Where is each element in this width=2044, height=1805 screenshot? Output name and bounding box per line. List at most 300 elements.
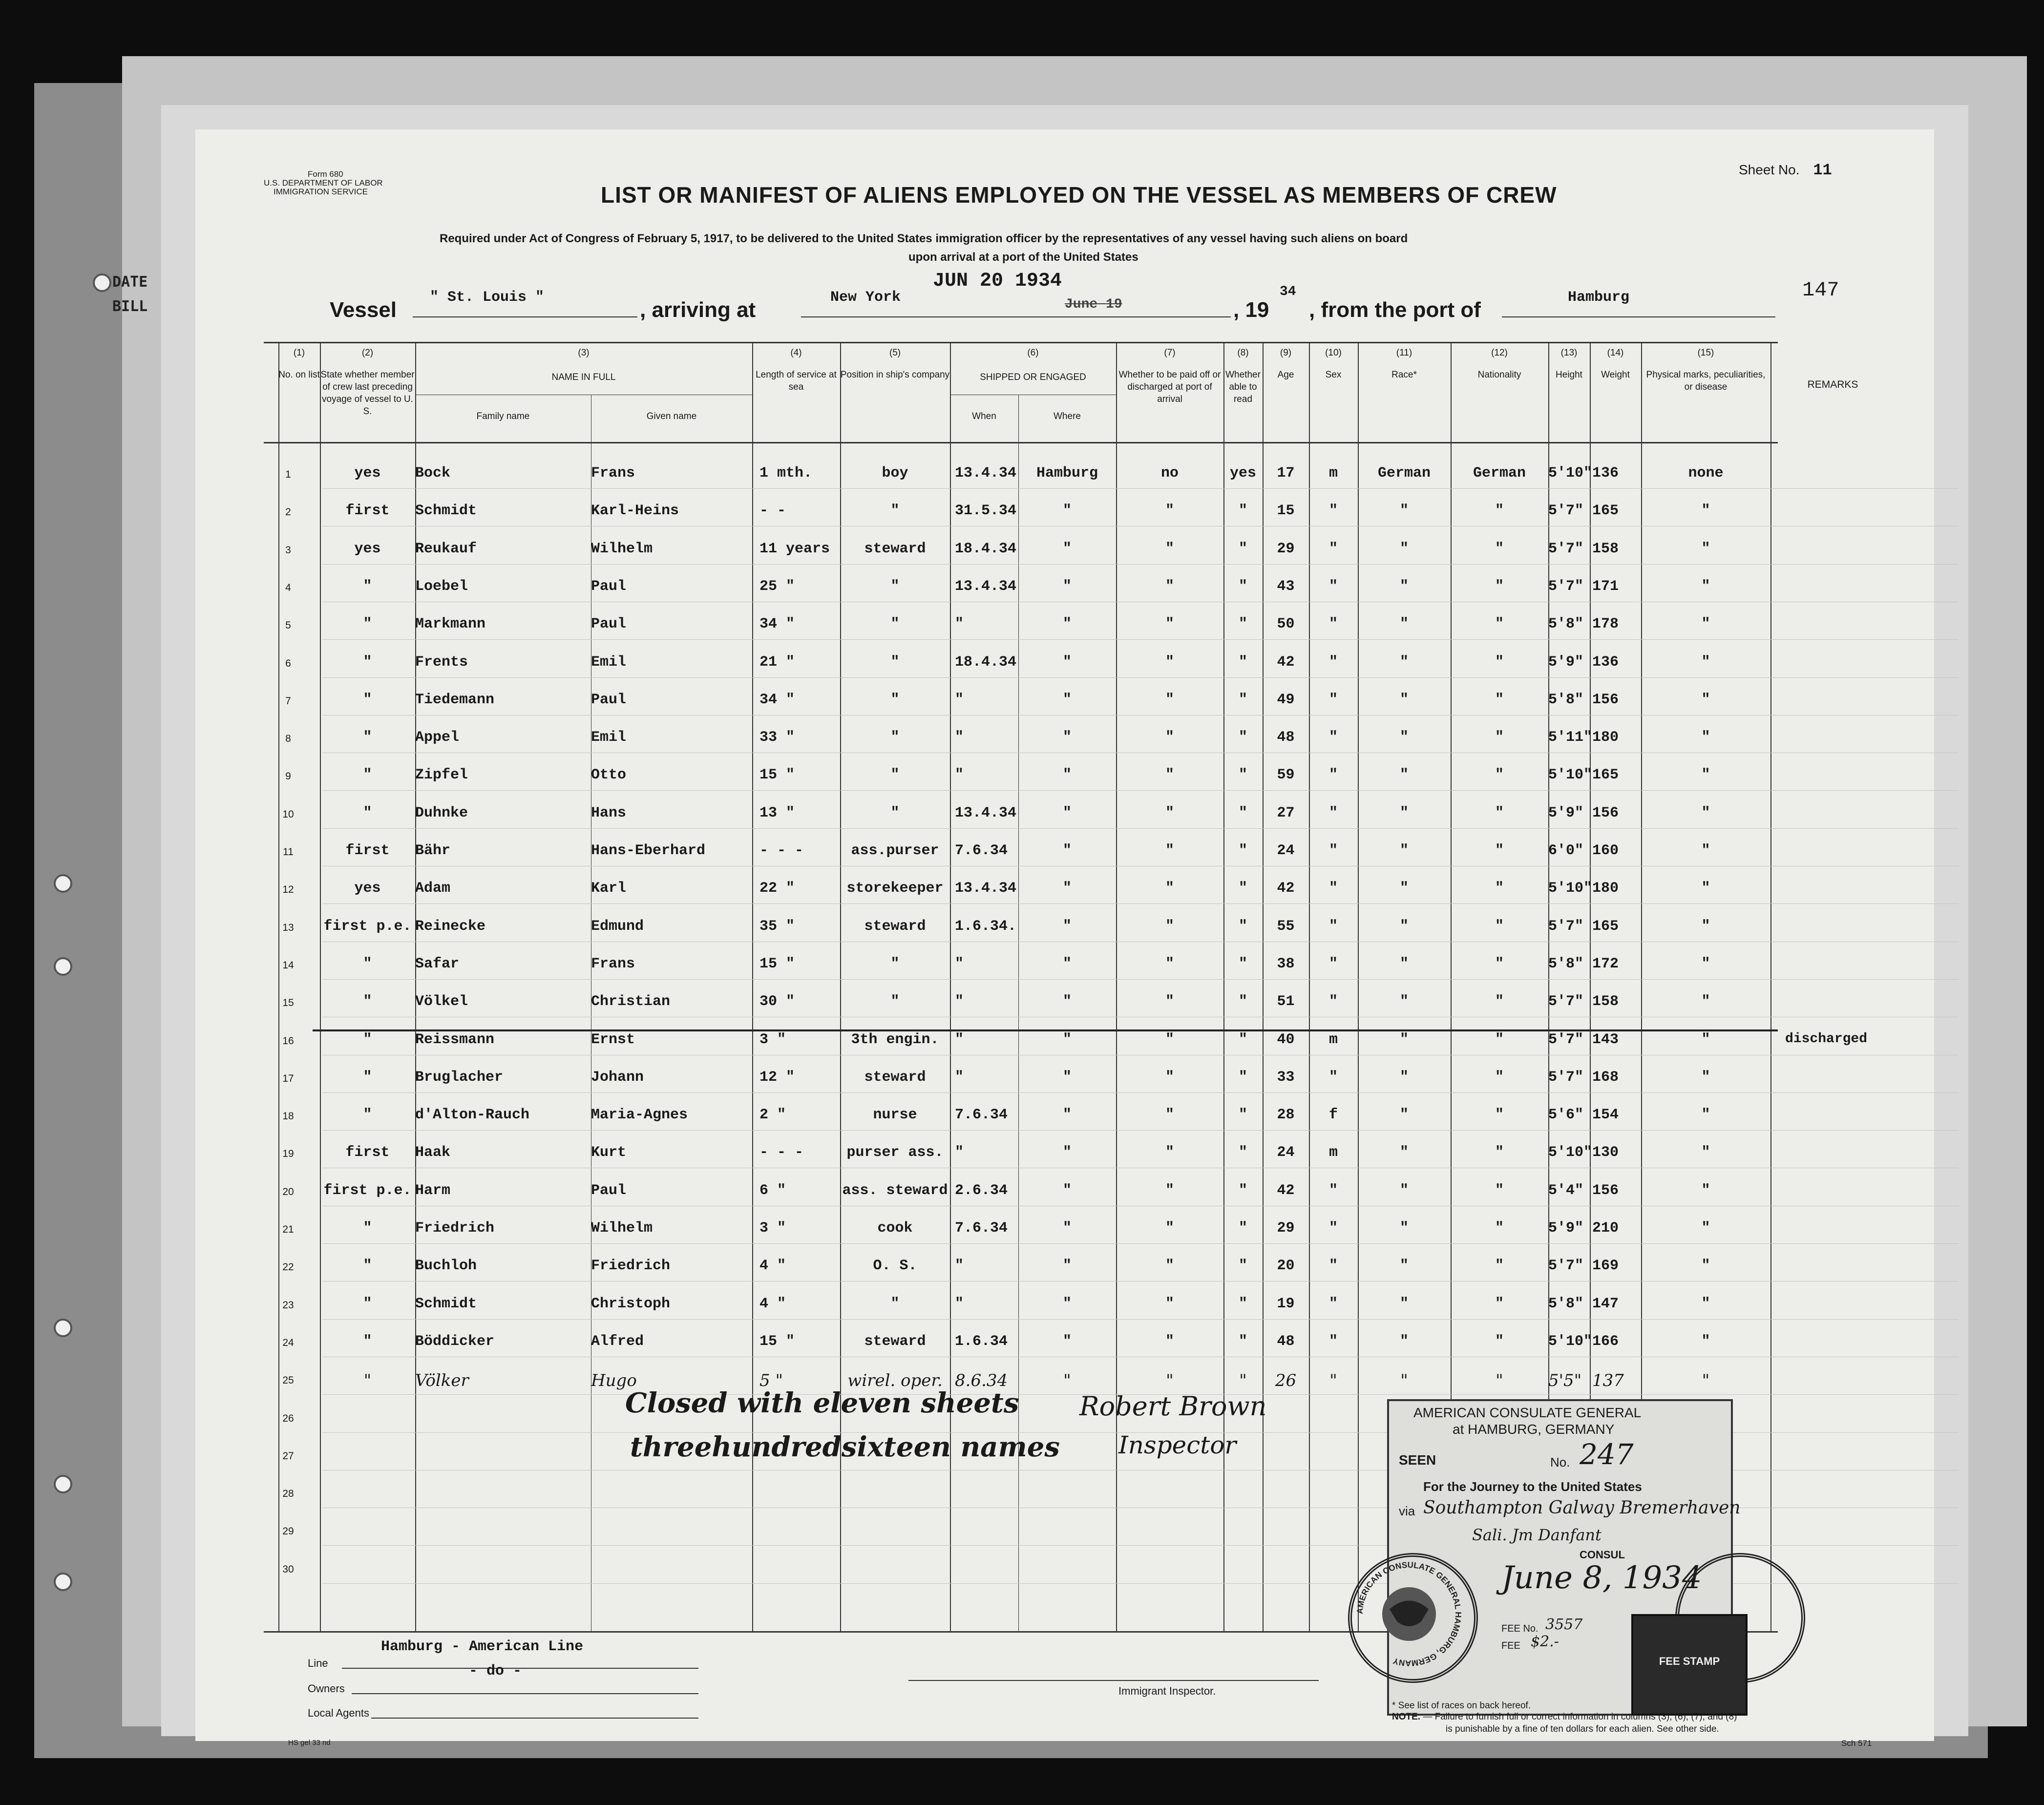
fill-line <box>801 316 1231 317</box>
given-name: Emil <box>591 653 627 671</box>
weight: 172 <box>1592 955 1619 972</box>
row-number: 9 <box>285 771 291 782</box>
height: 5'10" <box>1548 880 1593 897</box>
shipped-when: 7.6.34 <box>955 1107 1008 1124</box>
shipped-when: 31.5.34 <box>955 503 1017 520</box>
position: " <box>890 616 900 633</box>
row-number: 17 <box>282 1072 294 1084</box>
shipped-where: " <box>1062 653 1072 671</box>
row-number: 5 <box>285 620 291 631</box>
stamp-via-label: via <box>1399 1504 1415 1518</box>
member-status: " <box>363 729 372 746</box>
received-date-stamp: JUN 20 1934 <box>933 270 1062 292</box>
position: " <box>890 1295 900 1312</box>
struck-date: June 19 <box>1065 297 1122 312</box>
height: 5'7" <box>1548 578 1584 595</box>
shipped-when: 13.4.34 <box>955 578 1017 595</box>
nationality: " <box>1496 1371 1503 1391</box>
family-name: Zipfel <box>415 767 468 784</box>
strike-through-row-16 <box>313 1029 1778 1031</box>
stamp-seen-label: SEEN <box>1399 1452 1436 1468</box>
sex: " <box>1328 729 1338 746</box>
weight: 178 <box>1592 616 1619 633</box>
shipped-where: " <box>1062 578 1072 595</box>
row-number: 20 <box>282 1186 294 1197</box>
row-number: 15 <box>282 997 294 1009</box>
column-number: (11) <box>1396 348 1412 358</box>
paid-off: " <box>1165 1220 1174 1237</box>
sex: " <box>1328 578 1338 595</box>
paid-off: " <box>1165 578 1174 595</box>
shipped-when: " <box>955 616 964 633</box>
service-length: - - - <box>759 842 804 859</box>
schedule-number: Sch 571 <box>1841 1739 1872 1748</box>
year-value: 34 <box>1280 284 1296 299</box>
row-number: 18 <box>282 1111 294 1122</box>
age: 51 <box>1277 993 1295 1010</box>
table-top-border <box>264 342 1778 343</box>
height: 5'7" <box>1548 1069 1584 1086</box>
position: " <box>890 578 900 595</box>
race: " <box>1399 578 1409 595</box>
shipped-where: " <box>1062 1031 1072 1048</box>
row-number: 30 <box>282 1563 294 1575</box>
fill-line <box>371 1718 698 1719</box>
row-number: 8 <box>285 733 291 745</box>
race: " <box>1399 503 1409 520</box>
stamp-no-value: 247 <box>1580 1438 1634 1471</box>
given-name: Alfred <box>591 1333 644 1350</box>
race: " <box>1399 1220 1409 1237</box>
physical-marks: " <box>1701 1069 1710 1086</box>
race: " <box>1399 1031 1409 1048</box>
shipped-where: " <box>1062 1258 1072 1275</box>
service-length: 35 " <box>759 918 795 935</box>
height: 5'7" <box>1548 540 1584 557</box>
sex: " <box>1328 767 1338 784</box>
column-subheader: Where <box>1054 411 1081 421</box>
given-name: Edmund <box>591 918 644 935</box>
service-length: 25 " <box>759 578 795 595</box>
sex: " <box>1328 1220 1338 1237</box>
penalty-note-2: is punishable by a fine of ten dollars for each alien. See other side. <box>1446 1724 1719 1734</box>
shipped-where: Hamburg <box>1036 465 1098 482</box>
column-divider <box>1358 342 1359 1631</box>
stamp-journey: For the Journey to the United States <box>1423 1479 1642 1494</box>
shipped-where: " <box>1062 1295 1072 1312</box>
member-status: yes <box>354 465 381 482</box>
paid-off: " <box>1165 1069 1174 1086</box>
age: 50 <box>1277 616 1295 633</box>
sex: " <box>1328 1295 1338 1312</box>
column-subheader: Family name <box>476 411 530 421</box>
shipped-when: " <box>955 1069 964 1086</box>
given-name: Christoph <box>591 1295 671 1312</box>
service-length: 6 " <box>759 1182 786 1199</box>
height: 5'8" <box>1548 616 1584 633</box>
physical-marks: " <box>1701 955 1710 972</box>
stamp-date: June 8, 1934 <box>1501 1560 1702 1596</box>
remarks: discharged <box>1785 1031 1868 1047</box>
able-to-read: " <box>1238 880 1247 897</box>
position: steward <box>864 1333 926 1350</box>
binder-hole <box>54 1319 72 1337</box>
fill-line <box>352 1693 698 1694</box>
sheet-value: 11 <box>1813 161 1832 179</box>
height: 5'10" <box>1548 767 1593 784</box>
column-header: REMARKS <box>1807 379 1858 390</box>
column-divider <box>1309 342 1310 1631</box>
given-name: Karl <box>591 880 627 897</box>
race: " <box>1399 1295 1409 1312</box>
column-number: (9) <box>1280 348 1292 358</box>
physical-marks: " <box>1701 880 1710 897</box>
family-name: Buchloh <box>415 1258 477 1275</box>
given-name: Christian <box>591 993 671 1010</box>
weight: 137 <box>1592 1371 1624 1391</box>
paid-off: " <box>1165 691 1174 708</box>
paid-off: " <box>1165 918 1174 935</box>
row-rule <box>322 639 1959 640</box>
height: 5'10" <box>1548 465 1593 482</box>
physical-marks: " <box>1701 503 1710 520</box>
member-status: " <box>363 1069 372 1086</box>
row-number: 3 <box>285 544 291 556</box>
sex: " <box>1328 1258 1338 1275</box>
owners-label: Owners <box>308 1682 345 1695</box>
race: " <box>1399 540 1409 557</box>
race: " <box>1399 842 1409 859</box>
position: steward <box>864 1069 926 1086</box>
family-name: Loebel <box>415 578 468 595</box>
print-code: HS gel 33 nd <box>288 1739 331 1747</box>
family-name: Harm <box>415 1182 451 1199</box>
age: 43 <box>1277 578 1295 595</box>
year-label: , 19 <box>1233 298 1269 322</box>
given-name: Johann <box>591 1069 644 1086</box>
column-number: (14) <box>1607 348 1624 358</box>
inspector-signature: Robert Brown <box>1079 1391 1267 1422</box>
able-to-read: " <box>1238 842 1247 859</box>
shipped-where: " <box>1062 804 1072 821</box>
paid-off: " <box>1165 653 1174 671</box>
binder-hole <box>54 874 72 893</box>
given-name: Wilhelm <box>591 1220 653 1237</box>
race: German <box>1377 465 1431 482</box>
shipped-where: " <box>1062 993 1072 1010</box>
nationality: " <box>1495 842 1504 859</box>
member-status: " <box>363 1333 372 1350</box>
row-number: 29 <box>282 1526 294 1537</box>
member-status: yes <box>354 540 381 557</box>
weight: 158 <box>1592 540 1619 557</box>
nationality: " <box>1495 1258 1504 1275</box>
sex: m <box>1328 1144 1338 1161</box>
consulate-seal <box>1348 1553 1478 1683</box>
given-name: Paul <box>591 1182 627 1199</box>
age: 17 <box>1277 465 1295 482</box>
position: storekeeper <box>846 880 944 897</box>
height: 5'10" <box>1548 1144 1593 1161</box>
paid-off: no <box>1160 465 1179 482</box>
sex: " <box>1328 1182 1338 1199</box>
local-agents-label: Local Agents <box>308 1707 369 1719</box>
weight: 130 <box>1592 1144 1619 1161</box>
member-status: first <box>345 1144 390 1161</box>
member-status: " <box>363 1295 372 1312</box>
physical-marks: " <box>1701 842 1710 859</box>
sex: " <box>1328 918 1338 935</box>
paid-off: " <box>1165 1295 1174 1312</box>
service-length: 21 " <box>759 653 795 671</box>
paid-off: " <box>1165 993 1174 1010</box>
race: " <box>1399 729 1409 746</box>
sex: " <box>1328 503 1338 520</box>
able-to-read: " <box>1238 578 1247 595</box>
given-name: Wilhelm <box>591 540 653 557</box>
paid-off: " <box>1165 767 1174 784</box>
physical-marks: " <box>1701 653 1710 671</box>
height: 5'7" <box>1548 918 1584 935</box>
given-name: Kurt <box>591 1144 627 1161</box>
able-to-read: " <box>1238 540 1247 557</box>
nationality: " <box>1495 1220 1504 1237</box>
shipped-when: " <box>955 955 964 972</box>
row-number: 4 <box>285 582 291 593</box>
stamp-consul-name: Sali. Jm Danfant <box>1472 1526 1601 1544</box>
race: " <box>1400 1371 1408 1391</box>
column-header: Race* <box>1391 370 1417 380</box>
paid-off: " <box>1165 503 1174 520</box>
member-status: first <box>345 842 390 859</box>
position: " <box>890 729 900 746</box>
member-status: yes <box>354 880 381 897</box>
weight: 147 <box>1592 1295 1619 1312</box>
family-name: Reukauf <box>415 540 477 557</box>
row-number: 21 <box>282 1224 294 1235</box>
physical-marks: " <box>1701 1107 1710 1124</box>
age: 26 <box>1275 1371 1297 1391</box>
row-rule <box>322 979 1959 980</box>
service-length: 15 " <box>759 767 795 784</box>
position: " <box>890 653 900 671</box>
nationality: " <box>1495 1069 1504 1086</box>
physical-marks: " <box>1701 918 1710 935</box>
shipped-when: 18.4.34 <box>955 653 1017 671</box>
height: 5'10" <box>1548 1333 1593 1350</box>
column-header: NAME IN FULL <box>551 372 616 382</box>
column-number: (1) <box>293 348 305 358</box>
shipped-when: 1.6.34 <box>955 1333 1008 1350</box>
family-name: Reissmann <box>415 1031 495 1048</box>
column-header: Whether able to read <box>1225 370 1261 404</box>
stamp-fee-value: $2.- <box>1531 1633 1559 1650</box>
able-to-read: " <box>1238 993 1247 1010</box>
position: purser ass. <box>846 1144 944 1161</box>
family-name: Adam <box>415 880 451 897</box>
given-name: Paul <box>591 578 627 595</box>
service-length: 4 " <box>759 1295 786 1312</box>
service-length: 2 " <box>759 1107 786 1124</box>
able-to-read: " <box>1238 729 1247 746</box>
subtitle: Required under Act of Congress of February 5, 1917, to be delivered to the United States immigration officer by the representatives of any vessel having such aliens on board <box>440 232 1408 245</box>
row-rule <box>322 1092 1959 1093</box>
physical-marks: " <box>1701 1144 1710 1161</box>
row-rule <box>322 488 1959 489</box>
fee-stamp-text: FEE STAMP <box>1659 1655 1720 1667</box>
position: steward <box>864 918 926 935</box>
shipped-where: " <box>1062 691 1072 708</box>
age: 48 <box>1277 1333 1295 1350</box>
row-number: 12 <box>282 884 294 896</box>
position: " <box>890 804 900 821</box>
family-name: Haak <box>415 1144 451 1161</box>
age: 59 <box>1277 767 1295 784</box>
service-length: 22 " <box>759 880 795 897</box>
race: " <box>1399 1182 1409 1199</box>
row-number: 13 <box>282 922 294 933</box>
shipped-where: " <box>1062 1069 1072 1086</box>
row-number: 24 <box>282 1337 294 1348</box>
service-length: 4 " <box>759 1258 786 1275</box>
sex: " <box>1328 691 1338 708</box>
race: " <box>1399 804 1409 821</box>
shipped-where: " <box>1062 1333 1072 1350</box>
physical-marks: " <box>1702 1371 1710 1391</box>
shipped-where: " <box>1062 880 1072 897</box>
row-rule <box>322 564 1959 565</box>
stamp-consul-label: CONSUL <box>1580 1549 1625 1561</box>
closing-note-line-2: threehundredsixteen names <box>630 1431 1060 1463</box>
binder-hole <box>93 273 111 292</box>
weight: 156 <box>1592 691 1619 708</box>
shipped-when: 13.4.34 <box>955 465 1017 482</box>
column-divider <box>1116 342 1117 1631</box>
member-status: " <box>363 993 372 1010</box>
given-name: Emil <box>591 729 627 746</box>
physical-marks: " <box>1701 1295 1710 1312</box>
nationality: " <box>1495 616 1504 633</box>
nationality: " <box>1495 993 1504 1010</box>
family-name: Bruglacher <box>415 1069 504 1086</box>
position: cook <box>877 1220 913 1237</box>
physical-marks: " <box>1701 1258 1710 1275</box>
owners-value: - do - <box>469 1663 522 1679</box>
column-divider <box>415 342 416 1631</box>
position: " <box>890 767 900 784</box>
shipped-where: " <box>1062 1144 1072 1161</box>
family-name: d'Alton-Rauch <box>415 1107 530 1124</box>
shipped-when: 7.6.34 <box>955 1220 1008 1237</box>
column-number: (15) <box>1697 348 1714 358</box>
member-status: " <box>363 616 372 633</box>
member-status: " <box>363 653 372 671</box>
column-subheader: Given name <box>646 411 697 421</box>
note-label: NOTE. <box>1392 1712 1421 1722</box>
row-rule <box>322 1319 1959 1320</box>
row-number: 11 <box>283 846 294 858</box>
able-to-read: " <box>1238 1031 1247 1048</box>
column-header: Whether to be paid off or discharged at port of arrival <box>1118 370 1221 404</box>
service-length: 1 mth. <box>759 465 813 482</box>
eagle-seal-icon <box>1348 1553 1470 1675</box>
height: 5'6" <box>1548 1107 1584 1124</box>
given-name: Otto <box>591 767 627 784</box>
weight: 156 <box>1592 1182 1619 1199</box>
family-name: Schmidt <box>415 503 477 520</box>
height: 5'5" <box>1548 1371 1582 1391</box>
family-name: Völker <box>415 1371 469 1391</box>
column-number: (8) <box>1237 348 1249 358</box>
given-name: Ernst <box>591 1031 635 1048</box>
family-name: Böddicker <box>415 1333 495 1350</box>
race: " <box>1399 653 1409 671</box>
age: 42 <box>1277 1182 1295 1199</box>
nationality: " <box>1495 653 1504 671</box>
height: 5'11" <box>1548 729 1593 746</box>
row-number: 25 <box>282 1375 294 1386</box>
paid-off: " <box>1165 616 1174 633</box>
weight: 210 <box>1592 1220 1619 1237</box>
paid-off: " <box>1165 1144 1174 1161</box>
vessel-name: " St. Louis " <box>430 289 545 306</box>
weight: 165 <box>1592 767 1619 784</box>
height: 5'9" <box>1548 804 1584 821</box>
sex: " <box>1328 804 1338 821</box>
column-number: (4) <box>790 348 802 358</box>
note-text: — Failure to furnish full or correct information in columns (3), (6), (7), and (8) <box>1423 1712 1737 1722</box>
weight: 169 <box>1592 1258 1619 1275</box>
column-divider <box>278 342 279 1631</box>
weight: 154 <box>1592 1107 1619 1124</box>
weight: 160 <box>1592 842 1619 859</box>
service-length: 15 " <box>759 955 795 972</box>
age: 49 <box>1277 691 1295 708</box>
age: 20 <box>1277 1258 1295 1275</box>
column-header: Position in ship's company <box>840 370 950 380</box>
family-name: Safar <box>415 955 460 972</box>
height: 5'7" <box>1548 1031 1584 1048</box>
sex: " <box>1328 1069 1338 1086</box>
column-number: (7) <box>1164 348 1176 358</box>
sheet-number <box>1739 161 1832 179</box>
arriving-label: , arriving at <box>640 298 756 322</box>
nationality: " <box>1495 1333 1504 1350</box>
weight: 166 <box>1592 1333 1619 1350</box>
column-header: No. on list <box>278 370 320 380</box>
column-number: (13) <box>1560 348 1578 358</box>
sex: " <box>1328 616 1338 633</box>
shipped-where: " <box>1062 729 1072 746</box>
closing-note-line-1: Closed with eleven sheets <box>625 1387 1019 1419</box>
age: 55 <box>1277 918 1295 935</box>
nationality: " <box>1495 804 1504 821</box>
subtitle-2: upon arrival at a port of the United States <box>908 251 1138 264</box>
height: 5'7" <box>1548 993 1584 1010</box>
position: steward <box>864 540 926 557</box>
member-status: " <box>363 1220 372 1237</box>
race: " <box>1399 1144 1409 1161</box>
sex: " <box>1328 540 1338 557</box>
able-to-read: " <box>1239 1371 1247 1391</box>
sex: " <box>1328 1333 1338 1350</box>
race: " <box>1399 767 1409 784</box>
paid-off: " <box>1165 842 1174 859</box>
given-name: Frans <box>591 465 635 482</box>
stamp-via-value: Southampton Galway Bremerhaven <box>1423 1498 1741 1518</box>
given-name: Hans-Eberhard <box>591 842 706 859</box>
race: " <box>1399 918 1409 935</box>
